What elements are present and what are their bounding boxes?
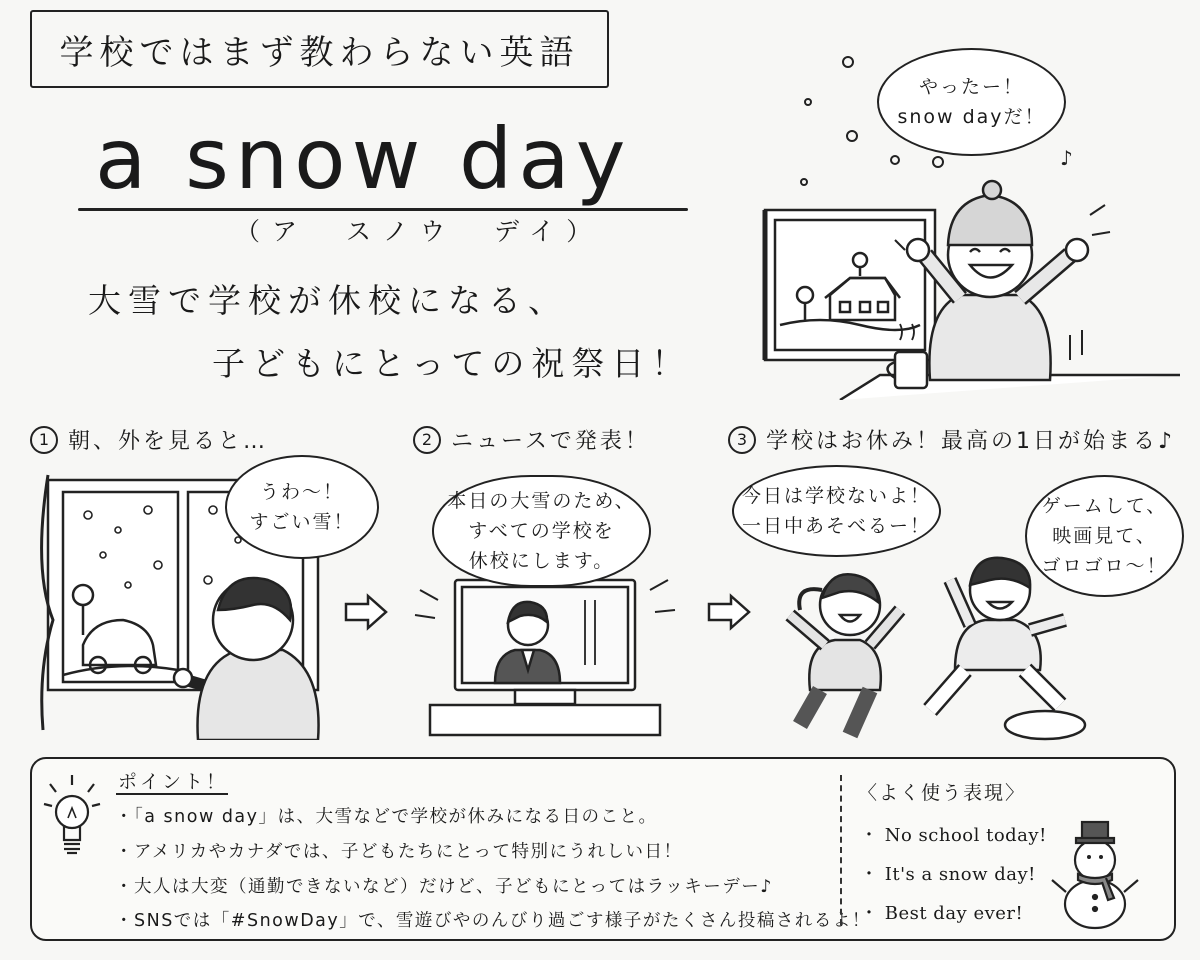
step-3-boy-bubble-line-1: ゲームして、 bbox=[1041, 495, 1168, 517]
header-label: 学校ではまず教わらない英語 bbox=[59, 32, 580, 73]
points-title: ポイント！ bbox=[118, 771, 229, 793]
title-underline bbox=[78, 208, 688, 211]
step-1-heading bbox=[30, 424, 268, 455]
point-item-2: ・アメリカやカナダでは、子どもたちにとって特別にうれしい日！ bbox=[115, 842, 683, 862]
step-1-bubble-line-1: うわ〜！ bbox=[259, 481, 344, 503]
step-3-girl-bubble-line-2: 一日中あそべるー！ bbox=[741, 515, 931, 537]
points-divider bbox=[840, 775, 842, 925]
points-title-underline bbox=[116, 793, 228, 795]
expressions-title: 〈よく使う表現〉 bbox=[858, 782, 1027, 804]
step-3-girl-speech-bubble bbox=[732, 465, 941, 557]
step-3-heading bbox=[728, 424, 1175, 455]
step-1-heading-text: 朝、外を見ると… bbox=[68, 429, 269, 454]
step-2-speech-bubble bbox=[432, 475, 651, 587]
step-2-heading-text: ニュースで発表！ bbox=[451, 429, 650, 454]
expression-item-3: ・ Best day ever! bbox=[860, 903, 1024, 924]
step-2-tv-illustration bbox=[410, 560, 690, 740]
step-2-number: 2 bbox=[413, 426, 441, 454]
point-item-3: ・大人は大変（通勤できないなど）だけど、子どもにとってはラッキーデー♪ bbox=[115, 877, 773, 897]
title-reading: （ア スノウ デイ） bbox=[235, 217, 604, 246]
expression-item-2: ・ It's a snow day! bbox=[860, 864, 1036, 885]
step-3-number: 3 bbox=[728, 426, 756, 454]
step-2-bubble-line-3: 休校にします。 bbox=[468, 550, 615, 572]
jumping-girl bbox=[790, 574, 900, 735]
right-arrow-icon bbox=[342, 592, 390, 632]
step-1-bubble-line-2: すごい雪！ bbox=[249, 511, 355, 533]
header-label-box bbox=[30, 10, 609, 88]
hero-window bbox=[765, 210, 935, 360]
step-2-bubble-line-2: すべての学校を bbox=[468, 520, 615, 542]
step-3-boy-bubble-line-3: ゴロゴロ〜！ bbox=[1041, 555, 1168, 577]
expression-item-1: ・ No school today! bbox=[860, 825, 1047, 846]
lightbulb-icon bbox=[42, 770, 102, 865]
hero-speech-bubble bbox=[877, 48, 1066, 156]
step-1-speech-bubble bbox=[225, 455, 379, 559]
hero-bubble-line-1: やったー！ bbox=[918, 76, 1024, 98]
step-1-number: 1 bbox=[30, 426, 58, 454]
point-item-4: ・SNSでは「#SnowDay」で、雪遊びやのんびり過ごす様子がたくさん投稿されるよ！ bbox=[115, 911, 871, 931]
step-3-girl-bubble-line-1: 今日は学校ないよ！ bbox=[741, 485, 931, 507]
point-item-1: ・「a snow day」は、大雪などで学校が休みになる日のこと。 bbox=[115, 807, 658, 827]
description-line-2: 子どもにとっての祝祭日！ bbox=[212, 344, 692, 383]
step-3-heading-text: 学校はお休み！最高の1日が始まる♪ bbox=[766, 429, 1176, 454]
step-2-heading bbox=[413, 424, 650, 455]
step-3-boy-speech-bubble bbox=[1025, 475, 1184, 597]
step-2-bubble-line-1: 本日の大雪のため、 bbox=[447, 490, 636, 512]
hero-bubble-line-2: snow dayだ！ bbox=[897, 106, 1046, 128]
music-note-icon: ♪ bbox=[1060, 146, 1073, 170]
description-line-1: 大雪で学校が休校になる、 bbox=[88, 281, 568, 320]
main-title: a snow day bbox=[95, 110, 632, 208]
snowman-icon bbox=[1048, 812, 1143, 930]
right-arrow-icon-2 bbox=[705, 592, 753, 632]
step-3-boy-bubble-line-2: 映画見て、 bbox=[1052, 525, 1157, 547]
